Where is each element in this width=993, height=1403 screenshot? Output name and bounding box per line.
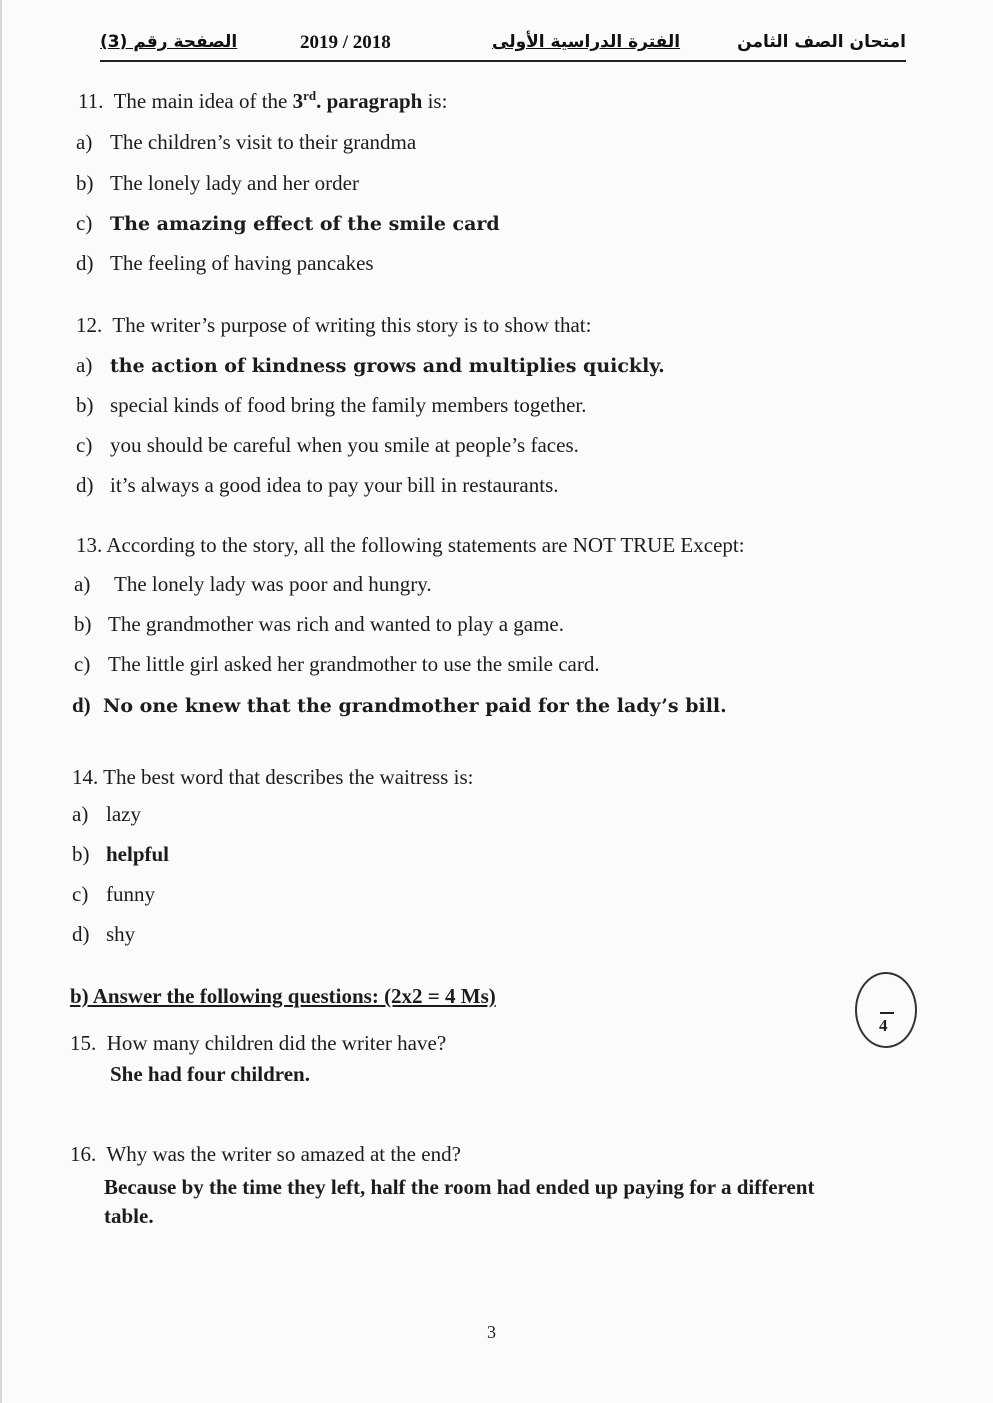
option-item: c) you should be careful when you smile at people’s faces.	[76, 433, 579, 457]
option-item: a) lazy	[72, 802, 141, 826]
option-item-correct: c) The amazing effect of the smile card	[76, 211, 500, 235]
answer-16-line-1: Because by the time they left, half the room had ended up paying for a different	[104, 1175, 815, 1199]
option-item: d) it’s always a good idea to pay your bill in restaurants.	[76, 473, 559, 497]
option-item: a) The children’s visit to their grandma	[76, 130, 417, 154]
question-15-prompt: 15. How many children did the writer have?	[70, 1031, 447, 1055]
question-11-prompt: 11. The main idea of the 3rd. paragraph is:	[78, 88, 448, 113]
page-label: الصفحة رقم (3)	[100, 32, 238, 52]
school-year: 2019 / 2018	[300, 32, 391, 53]
question-16-prompt: 16. Why was the writer so amazed at the end?	[70, 1142, 461, 1166]
term-label: الفترة الدراسية الأولى	[492, 32, 681, 52]
exam-title: امتحان الصف الثامن	[737, 32, 906, 52]
option-item-correct: b) helpful	[72, 842, 170, 866]
option-item: b) The lonely lady and her order	[76, 171, 359, 195]
option-item-correct: d) No one knew that the grandmother paid for the lady’s bill.	[72, 693, 727, 717]
option-item: c) The little girl asked her grandmother to use the smile card.	[74, 652, 600, 676]
answer-15: She had four children.	[110, 1062, 310, 1086]
marks-value: 4	[879, 1016, 888, 1035]
page-number: 3	[487, 1322, 496, 1342]
marks-divider	[880, 1012, 894, 1014]
option-item: d) shy	[72, 922, 136, 946]
option-item: a) The lonely lady was poor and hungry.	[74, 572, 432, 596]
question-13-prompt: 13. According to the story, all the following statements are NOT TRUE Except:	[76, 533, 745, 557]
answer-16-line-2: table.	[104, 1204, 154, 1228]
option-item-correct: a) the action of kindness grows and multiplies quickly.	[76, 353, 665, 377]
question-12-prompt: 12. The writer’s purpose of writing this story is to show that:	[76, 313, 592, 337]
option-item: c) funny	[72, 882, 155, 906]
option-item: b) The grandmother was rich and wanted to play a game.	[74, 612, 565, 636]
option-item: d) The feeling of having pancakes	[76, 251, 374, 275]
page-header	[100, 26, 906, 62]
option-item: b) special kinds of food bring the family members together.	[76, 393, 587, 417]
question-14-prompt: 14. The best word that describes the waitress is:	[72, 765, 474, 789]
section-b-heading: b) Answer the following questions: (2x2 = 4 Ms)	[70, 984, 496, 1008]
marks-circle	[855, 972, 917, 1048]
